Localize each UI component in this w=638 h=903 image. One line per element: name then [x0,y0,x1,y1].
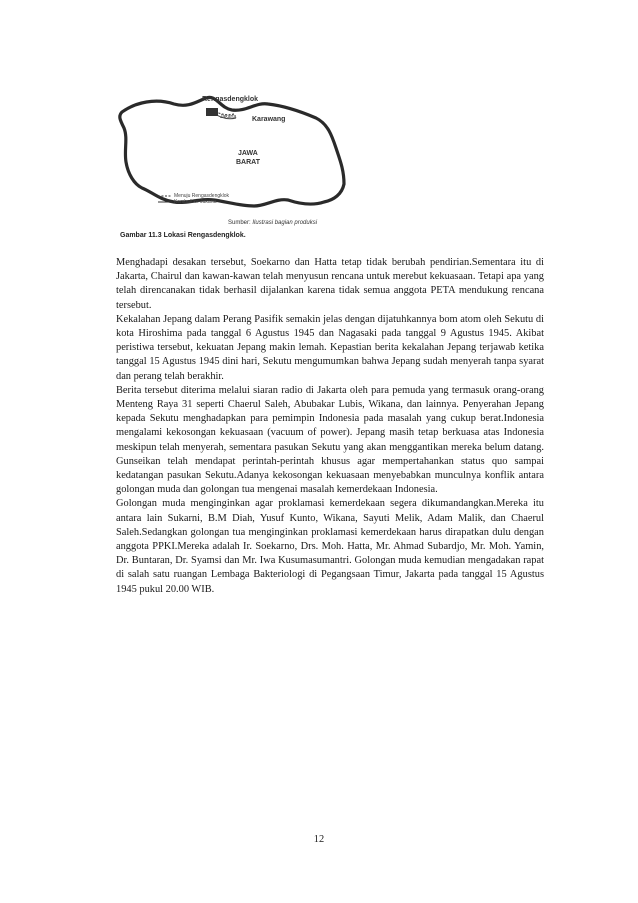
figure-caption: Gambar 11.3 Lokasi Rengasdengklok. [120,232,246,239]
label-rengasdengklok: Rengasdengklok [202,96,259,103]
legend-menuju: Menuju Rengasdengklok [174,193,230,199]
paragraph: Berita tersebut diterima melalui siaran radio di Jakarta oleh para pemuda yang termasuk orang-orang Menteng Raya 31 seperti Chaerul Saleh, Abubakar Lubis, Wikana, dan lainnya. Penyerahan Jepang kepada Sekutu menghadapkan para pemimpin Indonesia pada masalah yang cukup berat.Indonesia mengalami kekosongan kekuasaan (vacuum of power). Jepang masih tetap berkuasa atas Indonesia meskipun telah menyerah, sementara pasukan Sekutu yang akan menggantikan mereka belum datang. Gunseikan telah mendapat perintah-perintah khusus agar mempertahankan status quo sampai kedatangan pasukan Sekutu.Adanya kekosongan kekuasaan menyebabkan munculnya konflik antara golongan muda dan golongan tua mengenai masalah kemerdekaan Indonesia. [116,384,544,496]
label-karawang: Karawang [252,116,286,123]
figure-source [228,220,317,226]
label-barat: BARAT [236,159,260,166]
jakarta-marker [206,108,218,116]
map-figure [116,88,348,246]
paragraph: Menghadapi desakan tersebut, Soekarno dan Hatta tetap tidak berubah pendirian.Sementara itu di Jakarta, Chairul dan kawan-kawan telah menyusun rencana untuk merebut kekuasaan. Tetapi apa yang telah direncanakan tidak berhasil dijalankan karena tidak semua anggota PETA mendukung rencana tersebut. [116,257,544,311]
paragraph: Kekalahan Jepang dalam Perang Pasifik semakin jelas dengan dijatuhkannya bom atom oleh Sekutu di kota Hiroshima pada tanggal 6 Agustus 1945 dan Nagasaki pada tanggal 9 Agustus 1945. Akibat peristiwa tersebut, kekuatan Jepang makin lemah. Kepastian berita kekalahan Jepang terjawab ketika tanggal 15 Agustus 1945 dini hari, Sekutu mengumumkan bahwa Jepang sudah menyerah tanpa syarat dan perang telah berakhir. [116,313,544,382]
source-text: Ilustrasi bagian produksi [252,220,318,226]
west-java-map [116,88,348,218]
label-jawa: JAWA [238,150,258,157]
paragraph: Golongan muda menginginkan agar proklamasi kemerdekaan segera dikumandangkan.Mereka itu antara lain Sukarni, B.M Diah, Yusuf Kunto, Wikana, Sayuti Melik, Adam Malik, dan Chaerul Saleh.Sedangkan golongan tua menginginkan proklamasi kemerdekaan harus dirapatkan dulu dengan anggota PPKI.Mereka adalah Ir. Soekarno, Drs. Moh. Hatta, Mr. Ahmad Subardjo, Mr. Moh. Yamin, Dr. Buntaran, Dr. Syamsi dan Mr. Iwa Kusumasumantri. Golongan muda kemudian mengadakan rapat di salah satu ruangan Lembaga Bakteriologi di Pegangsaan Timur, Jakarta pada tanggal 15 Agustus 1945 pukul 20.00 WIB. [116,498,544,595]
label-jakarta: Jakarta [220,114,237,120]
legend-kembali: Kembali ke Jakarta [174,199,217,205]
page-number: 12 [313,834,325,845]
body-text [116,256,544,597]
source-prefix: Sumber: [228,220,251,226]
